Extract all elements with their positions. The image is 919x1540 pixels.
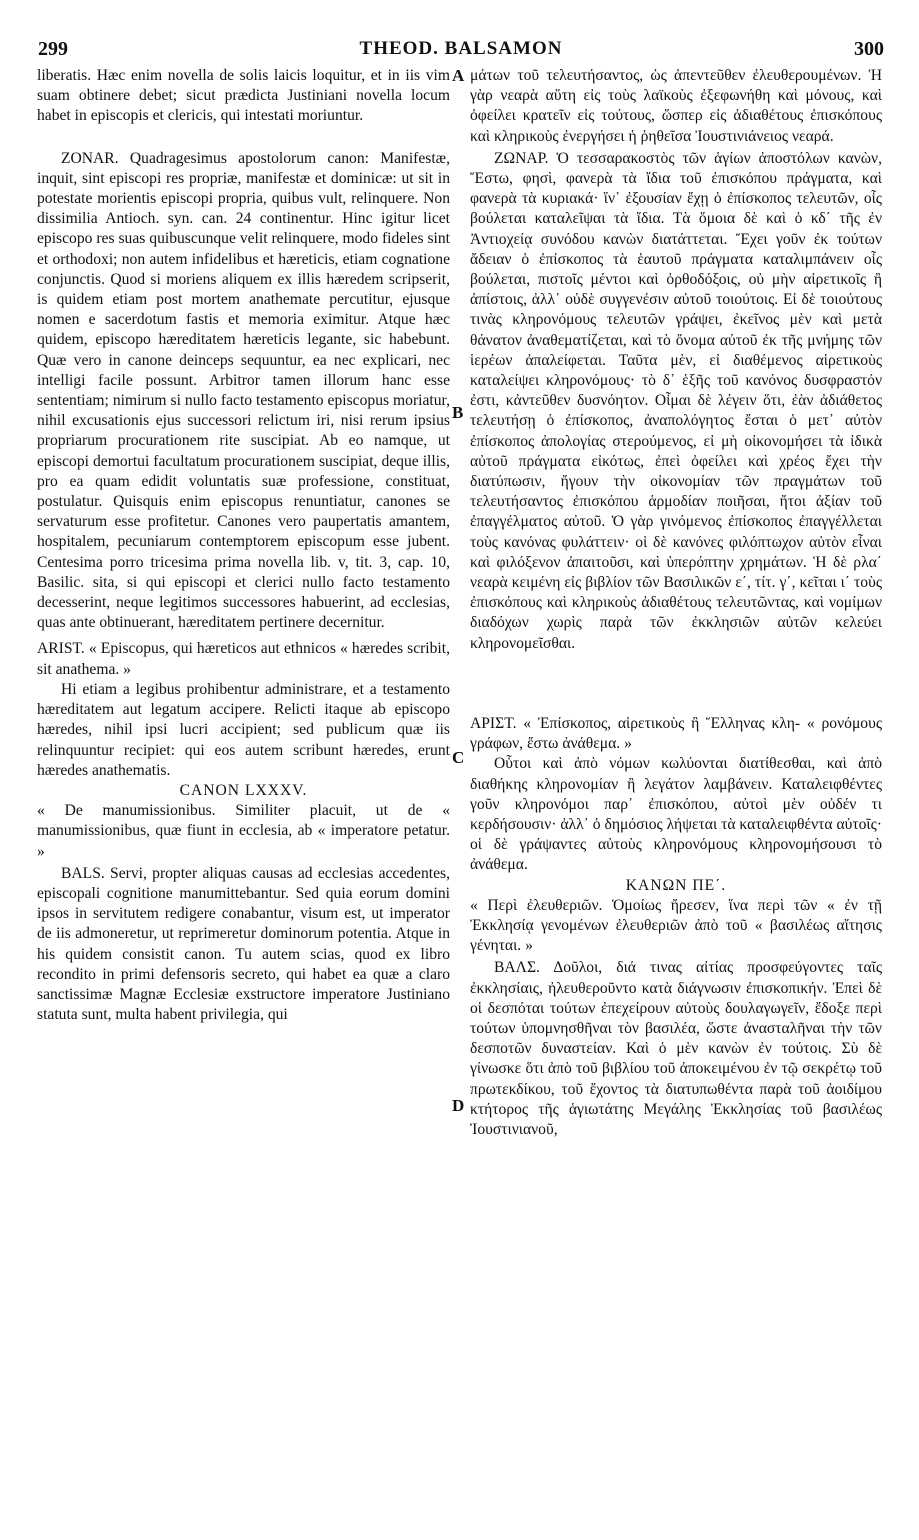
page-number-right: 300 <box>854 38 884 60</box>
greek-column <box>470 66 882 1140</box>
canon-text: « Περὶ ἐλευθεριῶν. Ὁμοίως ἤρεσεν, ἵνα περὶ τῶν « ἐν τῇ Ἐκκλησίᾳ γενομένων ἐλευθεριῶν ἀπὸ τοῦ « βασιλέως αἴτησις γένηται. » <box>470 896 882 955</box>
commentary-text: Ὁ τεσσαρακοστὸς τῶν ἁγίων ἀποστόλων κανὼν, Ἔστω, φησὶ, φανερὰ τὰ ἴδια τοῦ ἐπισκόπου πράγματα, καὶ φανερὰ τὰ κυριακά· ἵν᾿ ἐξουσίαν ἔχῃ ὁ ἐπίσκοπος τελευτῶν, οἷς βούλεται καταλεῖψαι τὰ ἴδια. Τὰ ὅμοια δὲ καὶ ὁ κδ΄ τῆς ἐν Ἀντιοχείᾳ συνόδου κανὼν διατάττεται. Ἔχει γοῦν ἐκ τούτων ἄδειαν ὁ ἐπίσκοπος τὰ ἑαυτοῦ πράγματα καταλιμπάνειν οἷς βούλεται, πιστοῖς μέντοι καὶ ὀρθοδόξοις, οὐ μὴν αἱρετικοῖς ἢ ἀπίστοις, ἀλλ᾿ οὐδὲ συγγενέσιν αὐτοῦ τοιούτοις. Εἰ δὲ τοιούτους τινὰς κληρονόμους τελευτῶν γράψει, ἐκεῖνος μὲν καὶ μετὰ θάνατον ἀναθεματίζεται, καὶ τὸ ὄνομα αὐτοῦ ἐκ τῆς μνήμης τῶν ἱερέων ἀπαλείφεται. Ταῦτα μὲν, εἰ διαθέμενος αἱρετικοὺς καταλείψει κληρονόμους· τὸ δ᾿ ἑξῆς τοῦ κανόνος δυσφραστόν ἐστι, κἀντεῦθεν δυσνόητον. Οἶμαι δὲ λέγειν ὅτι, ἐὰν ἀδιάθετος τελευτήσῃ ὁ ἐπίσκοπος, ἀναπολόγητος ἔσται ὁ μετ᾿ αὐτὸν ἐπίσκοπος ἀπολογίας στερούμενος, εἰ μὴ οἰκονομήσει τὰ ἰδικὰ αὐτοῦ πράγματα εἰκότως, ἐπεὶ ὀφείλει καὶ χρέος ἔχει τὴν διατύπωσιν, ἤγουν τὴν οἰκονομίαν τῶν πραγμάτων τοῦ τελευτήσαντος ἐπισκόπου ἁρμοδίαν ποιῆσαι, ἤτοι ἀξίαν τοῦ ἐπαγγέλματος αὐτοῦ. Ὁ γὰρ γινόμενος ἐπίσκοπος ἐπαγγέλλεται τοὺς κανόνας φυλάττειν· οἱ δὲ κανόνες φιλόπτωχον αὐτὸν εἶναι καὶ φιλόξενον ἀπαιτοῦσι, καὶ ὑπερόπτην χρημάτων. Ἡ δὲ ρλα΄ νεαρὰ κειμένη εἰς βιβλίον τῶν Βασιλικῶν ε΄, τίτ. γ΄, κεῖται ι΄ τοὺς ἐπισκόπους καὶ κληρικοὺς ἀδιαθέτους τελευτῶντας, καὶ νομίμων διαδόχων χωρὶς παρὰ τῶν ἐκκλησιῶν αὐτῶν κελεύει κληρονομεῖσθαι. <box>470 149 882 652</box>
commentator-label: ΑΡΙΣΤ. <box>470 714 517 732</box>
page-number-left: 299 <box>38 38 68 60</box>
greek-zonaras-commentary <box>470 149 882 654</box>
epitome-text: « Ἐπίσκοπος, αἱρετικοὺς ἢ Ἕλληνας κλη- « ρονόμους γράφων, ἔστω ἀνάθεμα. » <box>470 714 882 753</box>
commentary-text: Δοῦλοι, διά τινας αἰτίας προσφεύγοντες ταῖς ἐκκλησίαις, ἠλευθεροῦντο κατὰ διάγνωσιν ἐπισκοπικήν. Ἐπεὶ δὲ οἱ δεσπόται τούτων ἐπεχείρουν αὐτοὺς δουλαγωγεῖν, ἔδοξε περὶ τούτων ὑπομνησθῆναι τὸν βασιλέα, ὥστε ἀνασταλῆναι τὴν τῶν δεσποτῶν δυναστείαν. Καὶ ὁ μὲν κανὼν ἐν τούτοις. Σὺ δὲ γίνωσκε ὅτι ἀπὸ τοῦ βιβλίου τοῦ ἀποκειμένου ἐν τῷ σεκρέτῳ τοῦ πρωτεκδίκου, τοῦ ἔχοντος τὰ διατυπωθέντα παρὰ τοῦ ἀοιδίμου κτήτορος τῆς ἁγιωτάτης Μεγάλης Ἐκκλησίας τοῦ βασιλέως Ἰουστινιανοῦ, <box>470 959 882 1138</box>
latin-aristenus-epitome <box>37 639 450 679</box>
canon-heading: ΚΑΝΩΝ ΠΕ΄. <box>625 876 727 894</box>
latin-balsamon-commentary <box>37 864 450 1026</box>
section-marker-d: D <box>452 1096 465 1115</box>
latin-paragraph-4: Hi etiam a legibus prohibentur administrare, et a testamento hæreditatem aut legatum accipere. Relicti itaque ab episcopo hæredes, nihil ipsi lucri accipient; sed publicum quæ iis relinquuntur recipiet: qui eos autem scribunt hæredes, erunt hæredes anathematis. <box>37 680 450 779</box>
commentary-text: Quadragesimus apostolorum canon: Manifestæ, inquit, sint episcopi res propriæ, manifestæ et dominicæ: ut sit in potestate morientis episcopi propria, quibus vult, relinquere. Non dissimilia Antioch. syn. can. 24 continentur. Hinc igitur licet episcopo res suas quibuscunque velit relinquere, modo fideles sint et orthodoxi; non autem infidelibus et hæreticis, etiam cognatione conjunctis. Quod si moriens aliquem ex illis hæredem scripserit, is quidem etiam post mortem anathemate percutitur, ejusque nomen e sacerdotum fastis et memoria eximitur. Atque hæc quidem, episcopo hæreditatem hæreticis legante, sic habebunt. Quæ vero in canone deinceps sequuntur, ea nec explicari, nec intelligi facile possunt. Arbitror tamen illorum hanc esse sententiam; nimirum si nullo facto testamento episcopus moriatur, nihil excusationis ejus successori relictum iri, nisi rerum ipsius propriarum procurationem rite suscipiat. Ab eo namque, ut episcopi demortui facultatum procurationem suscipiat, deque illis, pro ea quam edidit voluntatis suæ professione, constituat, postulatur. Quisquis enim episcopus renuntiatur, canones se servaturum esse profitetur. Canones vero paupertatis amantem, hospitalem, pecuniarum contemptorem episcopum esse jubent. Centesima porro tricesima prima novella lib. v, tit. 3, cap. 10, Basilic. sita, si qui episcopi et clerici nullo facto testamento decesserint, neque legitimos successores habuerint, ad ecclesias, quas ante obtinuerant, hæreditatem pertinere decernitur. <box>37 149 450 632</box>
commentator-label: BALS. <box>61 864 105 882</box>
greek-paragraph-4: Οὗτοι καὶ ἀπὸ νόμων κωλύονται διατίθεσθαι, καὶ ἀπὸ διαθήκης κληρονομίαν ἢ λεγάτον λαμβάνειν. Καταλειφθέντες γοῦν κληρονόμοι παρ᾿ ἐπισκόπου, αὐτοὶ μὲν οὐδέν τι κερδήσουσιν· ἀλλ᾿ ὁ δημόσιος λήψεται τὰ καταλειφθέντα αὐτοῖς· οἱ δὲ γράψαντες αὐτοὺς κληρονόμους κληρονομήσουσι τὸ ἀνάθεμα. <box>470 755 882 874</box>
commentator-label: ARIST. <box>37 640 85 658</box>
section-marker-a: A <box>452 66 465 85</box>
epitome-text: « Episcopus, qui hæreticos aut ethnicos « hæredes scribit, sit anathema. » <box>37 640 450 678</box>
running-header <box>30 38 892 62</box>
section-marker-b: B <box>452 403 464 422</box>
commentary-text: Servi, propter aliquas causas ad ecclesias accedentes, episcopali cognitione manumittebantur. Sed quia eorum domini ipsos in servitutem redigere conabantur, visum est, ut imperator de iis admoneretur, ut reprimeretur dominorum potentia. Atque in his quidem consistit canon. Tu autem scias, quod ex libro recondito in primi defensoris secreto, qui habet ea quæ a claro sanctissimæ Magnæ Ecclesiæ exstructore imperatore Justiniano statuta sunt, multa habent privilegia, qui <box>37 864 450 1024</box>
section-marker-c: C <box>452 748 465 767</box>
canon-text: « De manumissionibus. Similiter placuit, ut de « manumissionibus, quæ fiunt in ecclesia, ab « imperatore petatur. » <box>37 802 450 860</box>
canon-heading: CANON LXXXV. <box>179 781 308 799</box>
greek-balsamon-commentary <box>470 958 882 1140</box>
running-title: THEOD. BALSAMON <box>359 38 563 59</box>
commentator-label: ΒΑΛΣ. <box>494 959 540 977</box>
greek-paragraph-1: μάτων τοῦ τελευτήσαντος, ὡς ἀπεντεῦθεν ἐλευθερουμένων. Ἡ γὰρ νεαρὰ αὕτη εἰς τοὺς λαϊκοὺς ἐξεφωνήθη καὶ μόνους, καὶ ὀφείλει κρατεῖν εἰς τούτους, ὥσπερ εἰς ἀδιαθέτους ἐπισκόπους καὶ κληρικοὺς ἐνεργήσει ἡ ῥηθεῖσα Ἰουστινιάνειος νεαρά. <box>470 67 882 145</box>
greek-aristenus-epitome <box>470 714 882 754</box>
commentator-label: ZONAR. <box>61 149 119 167</box>
latin-column <box>37 66 450 1025</box>
commentator-label: ΖΩΝΑΡ. <box>494 149 549 167</box>
latin-zonaras-commentary <box>37 149 450 634</box>
latin-paragraph-1: liberatis. Hæc enim novella de solis laicis loquitur, et in iis vim suam obtinere debet; sicut prædicta Justiniani novella locum habet in episcopis et clericis, qui intestati moriuntur. <box>37 67 450 125</box>
